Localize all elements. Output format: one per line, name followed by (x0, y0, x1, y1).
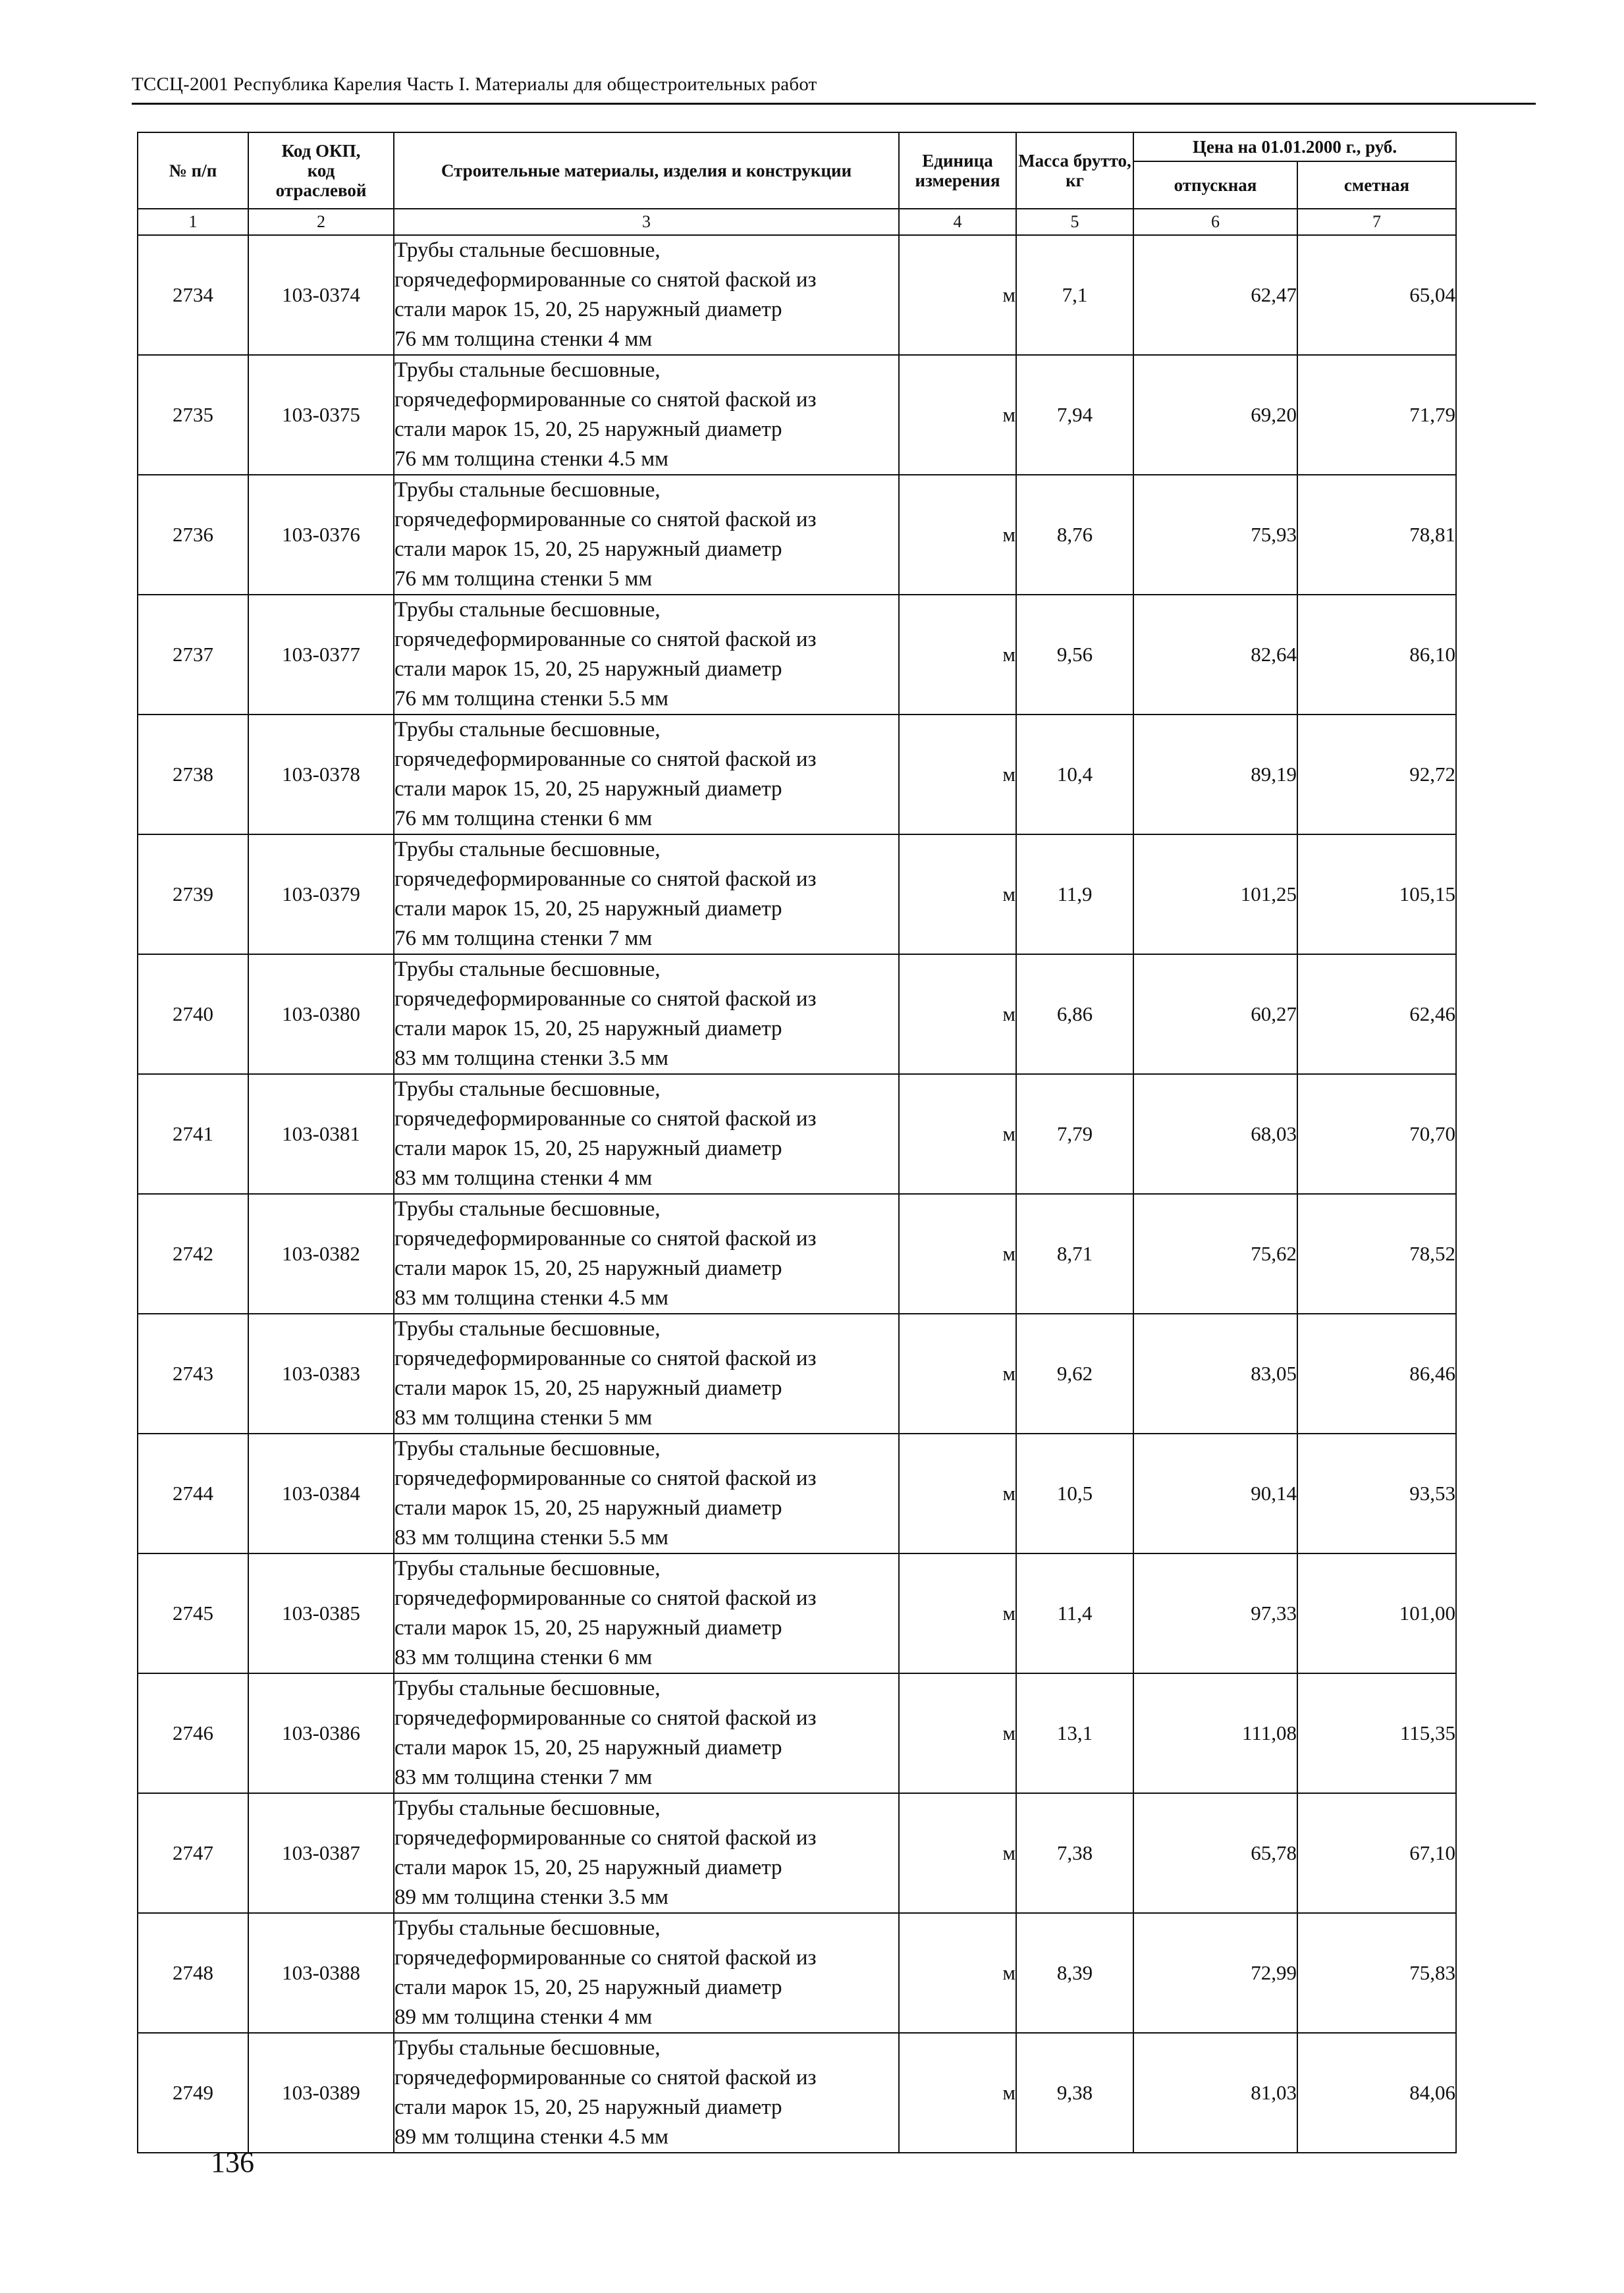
description-line: Трубы стальные бесшовные, (394, 1916, 661, 1940)
estimate-price: 84,06 (1297, 2033, 1456, 2153)
material-description (394, 1434, 899, 1553)
description-line: горячедеформированные со снятой фаской из (394, 268, 817, 292)
description-line: 83 мм толщина стенки 4.5 мм (394, 1286, 668, 1310)
unit-of-measure: м (899, 1074, 1016, 1194)
description-line: стали марок 15, 20, 25 наружный диаметр (394, 418, 782, 441)
okp-code: 103-0381 (248, 1074, 394, 1194)
row-number: 2746 (138, 1673, 248, 1793)
estimate-price: 67,10 (1297, 1793, 1456, 1913)
unit-of-measure: м (899, 475, 1016, 595)
gross-mass: 9,38 (1016, 2033, 1133, 2153)
gross-mass: 8,76 (1016, 475, 1133, 595)
row-number: 2737 (138, 595, 248, 715)
description-line: Трубы стальные бесшовные, (394, 1317, 661, 1341)
table-row (138, 715, 1456, 834)
description-line: горячедеформированные со снятой фаской из (394, 508, 817, 531)
estimate-price: 78,81 (1297, 475, 1456, 595)
estimate-price: 71,79 (1297, 355, 1456, 475)
column-number: 7 (1297, 209, 1456, 235)
gross-mass: 6,86 (1016, 954, 1133, 1074)
col-header-price-release: отпускная (1133, 161, 1297, 209)
estimate-price: 62,46 (1297, 954, 1456, 1074)
okp-code: 103-0376 (248, 475, 394, 595)
row-number: 2741 (138, 1074, 248, 1194)
description-line: горячедеформированные со снятой фаской из (394, 1706, 817, 1730)
table-row (138, 595, 1456, 715)
material-description (394, 834, 899, 954)
release-price: 65,78 (1133, 1793, 1297, 1913)
row-number: 2747 (138, 1793, 248, 1913)
unit-of-measure: м (899, 834, 1016, 954)
unit-of-measure: м (899, 1553, 1016, 1673)
estimate-price: 101,00 (1297, 1553, 1456, 1673)
table-row (138, 1673, 1456, 1793)
estimate-price: 65,04 (1297, 235, 1456, 355)
description-line: 76 мм толщина стенки 5 мм (394, 567, 653, 591)
gross-mass: 7,79 (1016, 1074, 1133, 1194)
description-line: горячедеформированные со снятой фаской из (394, 2066, 817, 2090)
column-number: 4 (899, 209, 1016, 235)
unit-of-measure: м (899, 1434, 1016, 1553)
description-line: горячедеформированные со снятой фаской из (394, 1347, 817, 1370)
description-line: 83 мм толщина стенки 7 мм (394, 1766, 653, 1789)
material-description (394, 235, 899, 355)
description-line: горячедеформированные со снятой фаской из (394, 747, 817, 771)
gross-mass: 13,1 (1016, 1673, 1133, 1793)
description-line: стали марок 15, 20, 25 наружный диаметр (394, 1616, 782, 1640)
row-number: 2745 (138, 1553, 248, 1673)
material-description (394, 954, 899, 1074)
row-number: 2734 (138, 235, 248, 355)
description-line: 83 мм толщина стенки 5 мм (394, 1406, 653, 1430)
gross-mass: 7,38 (1016, 1793, 1133, 1913)
row-number: 2744 (138, 1434, 248, 1553)
estimate-price: 86,46 (1297, 1314, 1456, 1434)
gross-mass: 7,1 (1016, 235, 1133, 355)
description-line: стали марок 15, 20, 25 наружный диаметр (394, 1376, 782, 1400)
material-description (394, 2033, 899, 2153)
okp-code: 103-0383 (248, 1314, 394, 1434)
gross-mass: 7,94 (1016, 355, 1133, 475)
description-line: Трубы стальные бесшовные, (394, 1197, 661, 1221)
unit-of-measure: м (899, 2033, 1016, 2153)
release-price: 89,19 (1133, 715, 1297, 834)
column-number: 6 (1133, 209, 1297, 235)
description-line: горячедеформированные со снятой фаской из (394, 987, 817, 1011)
description-line: 89 мм толщина стенки 4.5 мм (394, 2125, 668, 2149)
description-line: Трубы стальные бесшовные, (394, 958, 661, 981)
table-row (138, 235, 1456, 355)
material-description (394, 1194, 899, 1314)
column-number: 5 (1016, 209, 1133, 235)
material-description (394, 1913, 899, 2033)
page-number: 136 (211, 2146, 254, 2178)
description-line: Трубы стальные бесшовные, (394, 478, 661, 502)
material-description (394, 475, 899, 595)
release-price: 83,05 (1133, 1314, 1297, 1434)
description-line: Трубы стальные бесшовные, (394, 718, 661, 742)
row-number: 2736 (138, 475, 248, 595)
description-line: 89 мм толщина стенки 3.5 мм (394, 1885, 668, 1909)
unit-of-measure: м (899, 1913, 1016, 2033)
description-line: горячедеформированные со снятой фаской из (394, 867, 817, 891)
description-line: Трубы стальные бесшовные, (394, 1437, 661, 1461)
okp-code: 103-0385 (248, 1553, 394, 1673)
description-line: стали марок 15, 20, 25 наружный диаметр (394, 1496, 782, 1520)
table-row (138, 834, 1456, 954)
unit-of-measure: м (899, 1194, 1016, 1314)
material-description (394, 1314, 899, 1434)
table-row (138, 355, 1456, 475)
okp-code: 103-0389 (248, 2033, 394, 2153)
row-number: 2743 (138, 1314, 248, 1434)
row-number: 2748 (138, 1913, 248, 2033)
description-line: Трубы стальные бесшовные, (394, 358, 661, 382)
gross-mass: 11,9 (1016, 834, 1133, 954)
unit-of-measure: м (899, 954, 1016, 1074)
unit-of-measure: м (899, 715, 1016, 834)
okp-code: 103-0384 (248, 1434, 394, 1553)
description-line: 76 мм толщина стенки 7 мм (394, 927, 653, 950)
description-line: стали марок 15, 20, 25 наружный диаметр (394, 1736, 782, 1760)
description-line: 76 мм толщина стенки 6 мм (394, 807, 653, 830)
description-line: 83 мм толщина стенки 4 мм (394, 1166, 653, 1190)
description-line: стали марок 15, 20, 25 наружный диаметр (394, 298, 782, 321)
col-header-code-line3: отраслевой (275, 180, 367, 200)
gross-mass: 10,4 (1016, 715, 1133, 834)
description-line: стали марок 15, 20, 25 наружный диаметр (394, 1137, 782, 1160)
unit-of-measure: м (899, 595, 1016, 715)
description-line: 83 мм толщина стенки 6 мм (394, 1646, 653, 1669)
okp-code: 103-0380 (248, 954, 394, 1074)
description-line: 76 мм толщина стенки 5.5 мм (394, 687, 668, 711)
table-row (138, 1074, 1456, 1194)
release-price: 69,20 (1133, 355, 1297, 475)
col-header-unit: Единица измерения (899, 132, 1016, 209)
description-line: горячедеформированные со снятой фаской из (394, 1467, 817, 1490)
col-header-no: № п/п (138, 132, 248, 209)
row-number: 2735 (138, 355, 248, 475)
release-price: 75,62 (1133, 1194, 1297, 1314)
description-line: Трубы стальные бесшовные, (394, 598, 661, 622)
description-line: стали марок 15, 20, 25 наружный диаметр (394, 2095, 782, 2119)
estimate-price: 86,10 (1297, 595, 1456, 715)
column-number: 3 (394, 209, 899, 235)
description-line: горячедеформированные со снятой фаской из (394, 628, 817, 651)
description-line: стали марок 15, 20, 25 наружный диаметр (394, 1976, 782, 1999)
release-price: 81,03 (1133, 2033, 1297, 2153)
okp-code: 103-0379 (248, 834, 394, 954)
description-line: стали марок 15, 20, 25 наружный диаметр (394, 537, 782, 561)
okp-code: 103-0374 (248, 235, 394, 355)
row-number: 2740 (138, 954, 248, 1074)
estimate-price: 75,83 (1297, 1913, 1456, 2033)
table-row (138, 1553, 1456, 1673)
header-rule (132, 103, 1536, 105)
okp-code: 103-0386 (248, 1673, 394, 1793)
description-line: Трубы стальные бесшовные, (394, 238, 661, 262)
release-price: 62,47 (1133, 235, 1297, 355)
estimate-price: 105,15 (1297, 834, 1456, 954)
material-description (394, 1074, 899, 1194)
table-row (138, 954, 1456, 1074)
release-price: 111,08 (1133, 1673, 1297, 1793)
description-line: стали марок 15, 20, 25 наружный диаметр (394, 777, 782, 801)
unit-of-measure: м (899, 1793, 1016, 1913)
col-header-code-line2: код (307, 161, 335, 180)
description-line: Трубы стальные бесшовные, (394, 1557, 661, 1580)
description-line: горячедеформированные со снятой фаской из (394, 1826, 817, 1850)
material-description (394, 1793, 899, 1913)
material-description (394, 1553, 899, 1673)
release-price: 101,25 (1133, 834, 1297, 954)
row-number: 2749 (138, 2033, 248, 2153)
description-line: Трубы стальные бесшовные, (394, 1677, 661, 1700)
release-price: 75,93 (1133, 475, 1297, 595)
estimate-price: 78,52 (1297, 1194, 1456, 1314)
description-line: стали марок 15, 20, 25 наружный диаметр (394, 1856, 782, 1879)
col-header-material: Строительные материалы, изделия и конструкции (394, 132, 899, 209)
okp-code: 103-0375 (248, 355, 394, 475)
estimate-price: 70,70 (1297, 1074, 1456, 1194)
description-line: 83 мм толщина стенки 5.5 мм (394, 1526, 668, 1550)
table-row (138, 475, 1456, 595)
estimate-price: 92,72 (1297, 715, 1456, 834)
description-line: 83 мм толщина стенки 3.5 мм (394, 1046, 668, 1070)
gross-mass: 8,71 (1016, 1194, 1133, 1314)
description-line: горячедеформированные со снятой фаской из (394, 1946, 817, 1970)
release-price: 82,64 (1133, 595, 1297, 715)
gross-mass: 9,62 (1016, 1314, 1133, 1434)
unit-of-measure: м (899, 235, 1016, 355)
release-price: 90,14 (1133, 1434, 1297, 1553)
estimate-price: 115,35 (1297, 1673, 1456, 1793)
material-description (394, 355, 899, 475)
row-number: 2739 (138, 834, 248, 954)
release-price: 60,27 (1133, 954, 1297, 1074)
release-price: 97,33 (1133, 1553, 1297, 1673)
release-price: 72,99 (1133, 1913, 1297, 2033)
description-line: горячедеформированные со снятой фаской из (394, 388, 817, 412)
col-header-price-estimate: сметная (1297, 161, 1456, 209)
description-line: горячедеформированные со снятой фаской из (394, 1107, 817, 1131)
table-row (138, 1793, 1456, 1913)
description-line: стали марок 15, 20, 25 наружный диаметр (394, 657, 782, 681)
table-row (138, 1314, 1456, 1434)
description-line: Трубы стальные бесшовные, (394, 838, 661, 861)
table-body (138, 235, 1456, 2153)
column-number: 1 (138, 209, 248, 235)
page-header: ТССЦ-2001 Республика Карелия Часть I. Материалы для общестроительных работ (132, 74, 817, 95)
unit-of-measure: м (899, 1673, 1016, 1793)
col-header-code-line1: Код ОКП, (281, 141, 361, 161)
description-line: стали марок 15, 20, 25 наружный диаметр (394, 1256, 782, 1280)
release-price: 68,03 (1133, 1074, 1297, 1194)
col-header-code (248, 132, 394, 209)
description-line: стали марок 15, 20, 25 наружный диаметр (394, 1017, 782, 1040)
gross-mass: 9,56 (1016, 595, 1133, 715)
gross-mass: 10,5 (1016, 1434, 1133, 1553)
row-number: 2738 (138, 715, 248, 834)
okp-code: 103-0378 (248, 715, 394, 834)
description-line: Трубы стальные бесшовные, (394, 1796, 661, 1820)
material-description (394, 595, 899, 715)
table-row (138, 1434, 1456, 1553)
unit-of-measure: м (899, 355, 1016, 475)
estimate-price: 93,53 (1297, 1434, 1456, 1553)
price-table (137, 132, 1457, 2153)
description-line: 76 мм толщина стенки 4 мм (394, 327, 653, 351)
okp-code: 103-0388 (248, 1913, 394, 2033)
column-number: 2 (248, 209, 394, 235)
description-line: Трубы стальные бесшовные, (394, 2036, 661, 2060)
table-row (138, 1913, 1456, 2033)
unit-of-measure: м (899, 1314, 1016, 1434)
description-line: горячедеформированные со снятой фаской из (394, 1586, 817, 1610)
material-description (394, 715, 899, 834)
material-description (394, 1673, 899, 1793)
description-line: 76 мм толщина стенки 4.5 мм (394, 447, 668, 471)
description-line: стали марок 15, 20, 25 наружный диаметр (394, 897, 782, 921)
row-number: 2742 (138, 1194, 248, 1314)
okp-code: 103-0377 (248, 595, 394, 715)
description-line: горячедеформированные со снятой фаской из (394, 1227, 817, 1251)
col-header-mass: Масса брутто, кг (1016, 132, 1133, 209)
gross-mass: 11,4 (1016, 1553, 1133, 1673)
gross-mass: 8,39 (1016, 1913, 1133, 2033)
col-header-price-group: Цена на 01.01.2000 г., руб. (1133, 132, 1456, 161)
okp-code: 103-0382 (248, 1194, 394, 1314)
table-row (138, 2033, 1456, 2153)
description-line: 89 мм толщина стенки 4 мм (394, 2005, 653, 2029)
description-line: Трубы стальные бесшовные, (394, 1077, 661, 1101)
okp-code: 103-0387 (248, 1793, 394, 1913)
table-row (138, 1194, 1456, 1314)
